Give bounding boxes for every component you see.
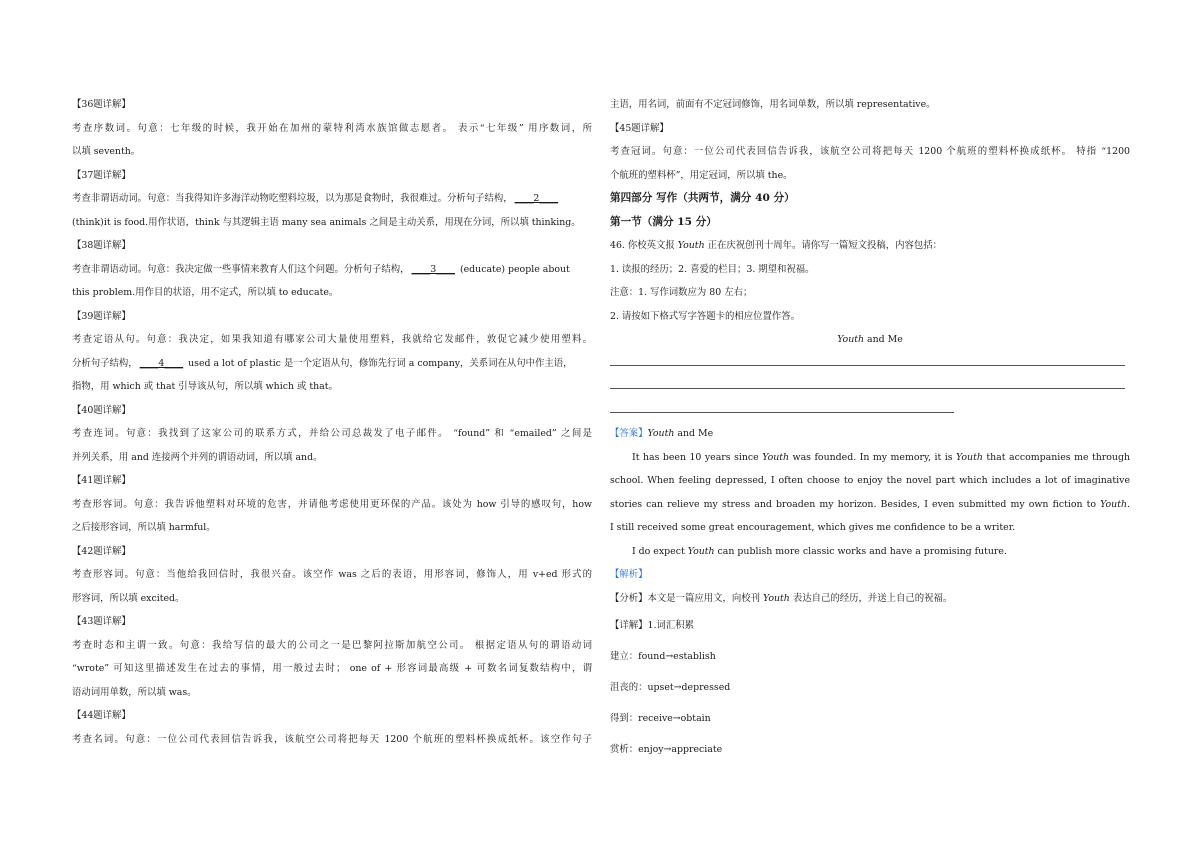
q43-line-3: 语动词用单数，所以填 was。 <box>72 686 197 698</box>
q37-text: 考查非谓语动词。句意：当我得知许多海洋动物吃塑料垃圾，以为那是食物时，我很难过。分析句子结构， <box>72 193 513 204</box>
essay-para-line-3 <box>610 493 1130 517</box>
q39-text-a: 分析句子结构， <box>72 357 138 369</box>
q46-text-a: 46. 你校英文报 <box>610 240 678 251</box>
q39-blank: ____4____ <box>139 357 184 369</box>
essay-para-line-4: I still received some great encouragement, which gives me confidence to be a writer. <box>610 522 1016 533</box>
fenxi-youth: Youth <box>762 592 790 604</box>
answer-line-2 <box>610 375 1130 399</box>
q41-line-2: 之后接形容词，所以填 harmful。 <box>72 522 216 533</box>
q46-note-2: 2. 请按如下格式写字答题卡的相应位置作答。 <box>610 310 801 322</box>
answer-title-youth: Youth <box>647 428 675 439</box>
answer-title-rest: and Me <box>674 428 714 439</box>
left-column <box>72 93 592 751</box>
q38-text-b: (educate) people about <box>456 263 570 275</box>
q36-line-2: 以填 seventh。 <box>72 146 141 157</box>
q37-line-1 <box>72 187 592 211</box>
answer-title-line <box>610 422 1130 446</box>
answer-tag: 【答案】 <box>610 428 648 439</box>
q43-line-2: “wrote” 可知这里描述发生在过去的事情，用一般过去时； one of + 形容词最高级 + 可数名词复数结构中，谓 <box>72 663 592 674</box>
analysis-fenxi <box>610 587 1130 611</box>
q46-prompt-line-1 <box>610 234 1130 258</box>
q44-line-2: 主语，用名词，前面有不定冠词修饰，用名词单数，所以填 representative。 <box>610 99 936 110</box>
q40-line-2: 并列关系，用 and 连接两个并列的谓语动词，所以填 and。 <box>72 451 323 463</box>
essay-p5-a: I do expect <box>632 545 688 557</box>
q40-line-1: 考查连词。句意：我找到了这家公司的联系方式，并给公司总裁发了电子邮件。 “found” 和 “emailed” 之间是 <box>72 428 592 439</box>
q38-line-1 <box>72 258 592 282</box>
q37-line-2: (think)it is food.用作状语，think 与其逻辑主语 many sea animals 之间是主动关系，用现在分词，所以填 thinking。 <box>72 216 581 228</box>
essay-title <box>610 328 1130 352</box>
analysis-tag: 【解析】 <box>610 569 648 580</box>
q45-heading: 【45题详解】 <box>610 122 669 134</box>
q38-text-a: 考查非谓语动词。句意：我决定做一些事情来教育人们这个问题。分析句子结构， <box>72 263 410 275</box>
vocab-3: 得到：receive→obtain <box>610 713 711 724</box>
q44-line-1: 考查名词。句意：一位公司代表回信告诉我，该航空公司将把每天 1200 个航班的塑料杯换成纸杯。该空作句子 <box>72 733 592 745</box>
q42-line-2: 形容词，所以填 excited。 <box>72 592 185 604</box>
q45-line-1: 考查冠词。句意：一位公司代表回信告诉我，该航空公司将把每天 1200 个航班的塑料杯换成纸杯。 特指 “1200 <box>610 146 1130 157</box>
essay-para-line-1 <box>610 446 1130 470</box>
essay-p5-youth: Youth <box>687 545 715 557</box>
q39-heading: 【39题详解】 <box>72 310 131 322</box>
essay-p1-a: It has been 10 years since <box>632 451 763 463</box>
essay-title-rest: and Me <box>864 334 903 345</box>
q40-heading: 【40题详解】 <box>72 404 131 416</box>
q37-heading: 【37题详解】 <box>72 169 131 181</box>
essay-para-line-5 <box>610 540 1130 564</box>
q46-youth: Youth <box>677 240 705 251</box>
part4-heading: 第四部分 写作（共两节，满分 40 分） <box>610 192 795 204</box>
q46-prompt-line-2: 1. 读报的经历；2. 喜爱的栏目；3. 期望和祝福。 <box>610 263 815 275</box>
essay-p1-b: was founded. In my memory, it is <box>789 451 957 463</box>
vocab-1: 建立：found→establish <box>610 651 716 662</box>
q43-heading: 【43题详解】 <box>72 616 131 627</box>
q42-line-1: 考查形容词。句意：当他给我回信时，我很兴奋。该空作 was 之后的表语，用形容词，修饰人，用 v+ed 形式的 <box>72 569 592 580</box>
answer-line-3 <box>610 399 1130 423</box>
right-column <box>610 93 1130 765</box>
vocab-4: 赏析：enjoy→appreciate <box>610 744 723 755</box>
q46-text-b: 正在庆祝创刊十周年。请你写一篇短文投稿，内容包括： <box>704 240 942 251</box>
answer-line-1 <box>610 352 1130 376</box>
q36-line-1: 考查序数词。句意：七年级的时候，我开始在加州的蒙特利湾水族馆做志愿者。 表示“七年级” 用序数词，所 <box>72 122 592 134</box>
vocab-2: 沮丧的：upset→depressed <box>610 682 731 693</box>
q38-line-2: this problem.用作目的状语，用不定式，所以填 to educate。 <box>72 287 339 298</box>
q39-line-2 <box>72 352 592 376</box>
q41-line-1: 考查形容词。句意：我告诉他塑料对环境的危害，并请他考虑使用更环保的产品。该处为 how 引导的感叹句，how <box>72 498 592 510</box>
q45-line-2: 个航班的塑料杯”，用定冠词，所以填 the。 <box>610 169 793 181</box>
essay-p5-b: can publish more classic works and have a promising future. <box>714 545 1007 557</box>
q46-note-1: 注意：1. 写作词数应为 80 左右； <box>610 287 753 298</box>
essay-p3-b: . <box>1127 498 1130 510</box>
essay-p1-youth-1: Youth <box>762 451 790 463</box>
q39-text-b: used a lot of plastic 是一个定语从句，修饰先行词 a company，关系词在从句中作主语， <box>185 357 573 369</box>
q38-blank: ____3____ <box>411 263 455 275</box>
q44-heading: 【44题详解】 <box>72 710 131 721</box>
essay-p1-c: that accompanies me through <box>986 451 1130 463</box>
fenxi-text-a: 【分析】本文是一篇应用文，向校刊 <box>610 592 763 604</box>
essay-p1-youth-2: Youth <box>956 451 983 463</box>
essay-p3-a: stories can relieve my stress and broaden my horizon. Besides, I even submitted my own fiction to <box>610 498 1101 510</box>
q39-line-1: 考查定语从句。句意：我决定，如果我知道有哪家公司大量使用塑料，我就给它发邮件，敦促它减少使用塑料。 <box>72 334 592 345</box>
q36-heading: 【36题详解】 <box>72 99 131 110</box>
analysis-xiangjie: 【详解】1.词汇积累 <box>610 620 694 631</box>
essay-p3-youth: Youth <box>1100 498 1128 510</box>
q39-line-3: 指物，用 which 或 that 引导该从句，所以填 which 或 that。 <box>72 381 338 392</box>
essay-title-youth: Youth <box>837 334 865 345</box>
fenxi-text-b: 表达自己的经历，并送上自己的祝福。 <box>789 592 953 604</box>
q42-heading: 【42题详解】 <box>72 545 131 557</box>
q41-heading: 【41题详解】 <box>72 475 131 486</box>
q43-line-1: 考查时态和主谓一致。句意：我给写信的最大的公司之一是巴黎阿拉斯加航空公司。 根据定语从句的谓语动词 <box>72 639 592 651</box>
q38-heading: 【38题详解】 <box>72 240 131 251</box>
section1-heading: 第一节（满分 15 分） <box>610 215 717 228</box>
q37-blank: ____2____ <box>514 193 559 204</box>
essay-para-line-2: school. When feeling depressed, I often choose to enjoy the novel part which includes a lot of imaginative <box>610 475 1130 486</box>
